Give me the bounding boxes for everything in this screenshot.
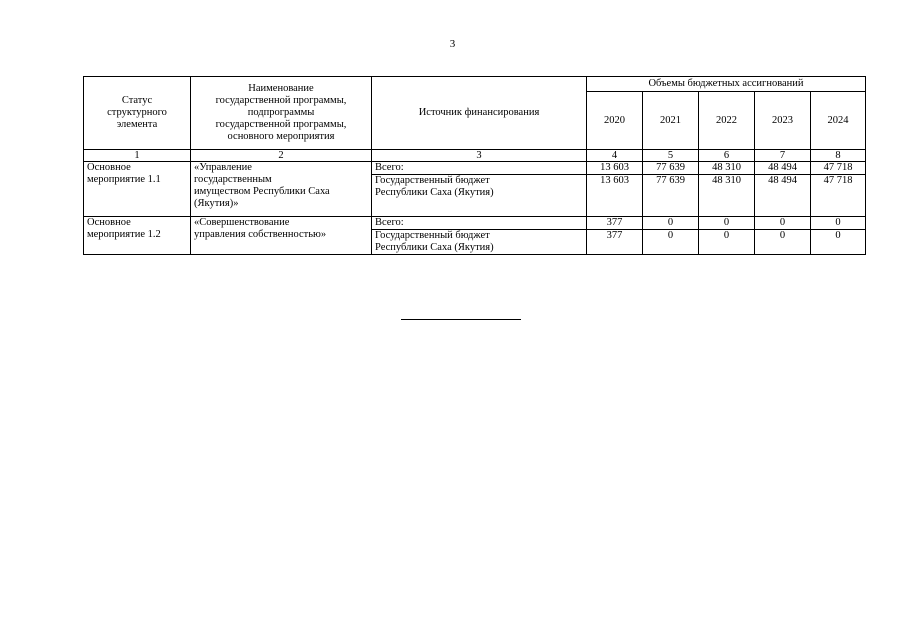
column-number: 4 (587, 150, 643, 162)
value-cell: 0 (643, 217, 699, 230)
column-number: 8 (811, 150, 866, 162)
value-cell: 377 (587, 217, 643, 230)
program-name-cell (191, 217, 372, 255)
value-cell: 0 (699, 230, 755, 255)
status-line: мероприятие 1.1 (87, 174, 161, 185)
status-cell (84, 217, 191, 255)
table-row (84, 217, 866, 230)
status-line: Основное (87, 162, 131, 173)
value-cell: 47 718 (811, 162, 866, 175)
value-cell: 0 (811, 230, 866, 255)
value-cell: 0 (755, 217, 811, 230)
source-cell (372, 162, 587, 175)
column-number: 2 (191, 150, 372, 162)
budget-table (83, 76, 866, 255)
header-status-line: элемента (116, 119, 158, 130)
header-year: 2020 (587, 92, 643, 150)
header-volumes: Объемы бюджетных ассигнований (587, 77, 866, 92)
header-year: 2023 (755, 92, 811, 150)
value-cell: 77 639 (643, 162, 699, 175)
source-cell (372, 230, 587, 255)
header-name-line: основного мероприятия (227, 131, 335, 142)
column-number: 6 (699, 150, 755, 162)
status-line: Основное (87, 217, 131, 228)
value-cell: 77 639 (643, 175, 699, 217)
page-number: 3 (449, 38, 456, 50)
column-number: 7 (755, 150, 811, 162)
value-cell: 0 (643, 230, 699, 255)
value-cell: 48 494 (755, 175, 811, 217)
header-name-line: государственной программы, (215, 119, 347, 130)
header-name-line: государственной программы, (215, 95, 347, 106)
value-cell: 13 603 (587, 175, 643, 217)
column-number-row (84, 150, 866, 162)
table-row (84, 162, 866, 175)
header-status (84, 77, 191, 150)
status-cell (84, 162, 191, 217)
header-year: 2022 (699, 92, 755, 150)
column-number: 5 (643, 150, 699, 162)
header-status-line: Статус (121, 95, 153, 106)
value-cell: 48 310 (699, 175, 755, 217)
source-line: Всего: (375, 162, 404, 173)
value-cell: 0 (699, 217, 755, 230)
value-cell: 377 (587, 230, 643, 255)
source-line: Государственный бюджет (375, 230, 490, 241)
header-status-line: структурного (107, 107, 167, 118)
column-number: 1 (84, 150, 191, 162)
source-cell (372, 217, 587, 230)
header-year: 2024 (811, 92, 866, 150)
source-line: Республики Саха (Якутия) (375, 187, 494, 198)
value-cell: 47 718 (811, 175, 866, 217)
value-cell: 48 310 (699, 162, 755, 175)
program-name-line: государственным (194, 174, 272, 185)
source-line: Республики Саха (Якутия) (375, 242, 494, 253)
column-number: 3 (372, 150, 587, 162)
program-name-line: «Управление (194, 162, 252, 173)
program-name-line: (Якутия)» (194, 198, 239, 209)
value-cell: 0 (811, 217, 866, 230)
header-source: Источник финансирования (372, 77, 587, 150)
value-cell: 0 (755, 230, 811, 255)
program-name-line: «Совершенствование (194, 217, 290, 228)
source-line: Всего: (375, 217, 404, 228)
source-line: Государственный бюджет (375, 175, 490, 186)
status-line: мероприятие 1.2 (87, 229, 161, 240)
program-name-line: управления собственностью» (194, 229, 327, 240)
program-name-cell (191, 162, 372, 217)
value-cell: 13 603 (587, 162, 643, 175)
source-cell (372, 175, 587, 217)
header-name-line: подпрограммы (247, 107, 315, 118)
header-name-line: Наименование (248, 83, 314, 94)
header-year: 2021 (643, 92, 699, 150)
end-divider-line (401, 319, 521, 320)
header-name (191, 77, 372, 150)
program-name-line: имуществом Республики Саха (194, 186, 330, 197)
value-cell: 48 494 (755, 162, 811, 175)
